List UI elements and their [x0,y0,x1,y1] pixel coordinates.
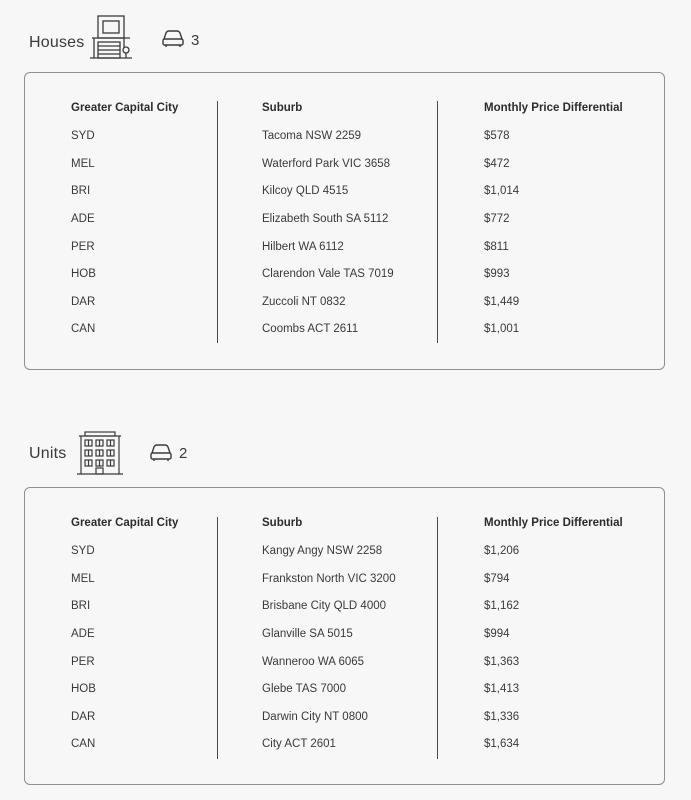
price-cell: $993 [484,268,510,280]
section-title: Houses [29,34,85,51]
suburb-cell: Clarendon Vale TAS 7019 [262,268,394,280]
suburb-cell: Glebe TAS 7000 [262,683,346,695]
price-cell: $578 [484,130,510,142]
header-city: Greater Capital City [71,517,179,529]
city-cell: MEL [71,573,95,585]
header-suburb: Suburb [262,102,303,114]
suburb-cell: City ACT 2601 [262,738,336,750]
suburb-cell: Wanneroo WA 6065 [262,656,365,668]
price-cell: $772 [484,213,510,225]
column-divider [437,101,438,343]
suburb-cell: Waterford Park VIC 3658 [262,158,391,170]
city-cell: DAR [71,296,96,308]
suburb-cell: Zuccoli NT 0832 [262,296,346,308]
car-icon [150,444,172,462]
suburb-cell: Brisbane City QLD 4000 [262,600,387,612]
suburb-cell: Tacoma NSW 2259 [262,130,362,142]
price-cell: $811 [484,241,509,253]
city-cell: SYD [71,545,95,557]
apartment-building-icon [75,428,125,476]
suburb-cell: Elizabeth South SA 5112 [262,213,389,225]
city-cell: HOB [71,683,96,695]
city-cell: DAR [71,711,96,723]
city-cell: CAN [71,323,96,335]
price-cell: $994 [484,628,510,640]
price-cell: $1,014 [484,185,520,197]
suburb-cell: Kilcoy QLD 4515 [262,185,349,197]
suburb-cell: Coombs ACT 2611 [262,323,359,335]
units-section-header [0,425,691,485]
header-price-differential: Monthly Price Differential [484,102,623,114]
city-cell: BRI [71,600,91,612]
city-cell: MEL [71,158,95,170]
header-price-differential: Monthly Price Differential [484,517,623,529]
city-cell: PER [71,241,95,253]
city-cell: CAN [71,738,96,750]
city-cell: PER [71,656,95,668]
price-cell: $1,634 [484,738,520,750]
price-cell: $1,336 [484,711,520,723]
section-title: Units [29,445,67,462]
suburb-cell: Glanville SA 5015 [262,628,353,640]
header-city: Greater Capital City [71,102,179,114]
houses-price-table [24,72,665,370]
city-cell: BRI [71,185,91,197]
header-suburb: Suburb [262,517,303,529]
suburb-cell: Kangy Angy NSW 2258 [262,545,383,557]
suburb-cell: Frankston North VIC 3200 [262,573,396,585]
price-cell: $1,162 [484,600,520,612]
units-price-table [24,487,665,785]
column-divider [217,517,218,759]
city-cell: ADE [71,213,95,225]
house-with-garage-icon [88,12,134,60]
price-cell: $1,363 [484,656,520,668]
houses-section-header [0,12,691,72]
price-cell: $1,001 [484,323,520,335]
suburb-cell: Darwin City NT 0800 [262,711,368,723]
car-icon [162,30,184,48]
column-divider [437,517,438,759]
city-cell: HOB [71,268,96,280]
column-divider [217,101,218,343]
city-cell: SYD [71,130,95,142]
suburb-cell: Hilbert WA 6112 [262,241,344,253]
price-cell: $1,449 [484,296,520,308]
car-count: 2 [179,445,188,462]
price-cell: $794 [484,573,510,585]
price-cell: $472 [484,158,510,170]
price-cell: $1,413 [484,683,520,695]
price-cell: $1,206 [484,545,520,557]
city-cell: ADE [71,628,95,640]
car-count: 3 [191,32,200,49]
